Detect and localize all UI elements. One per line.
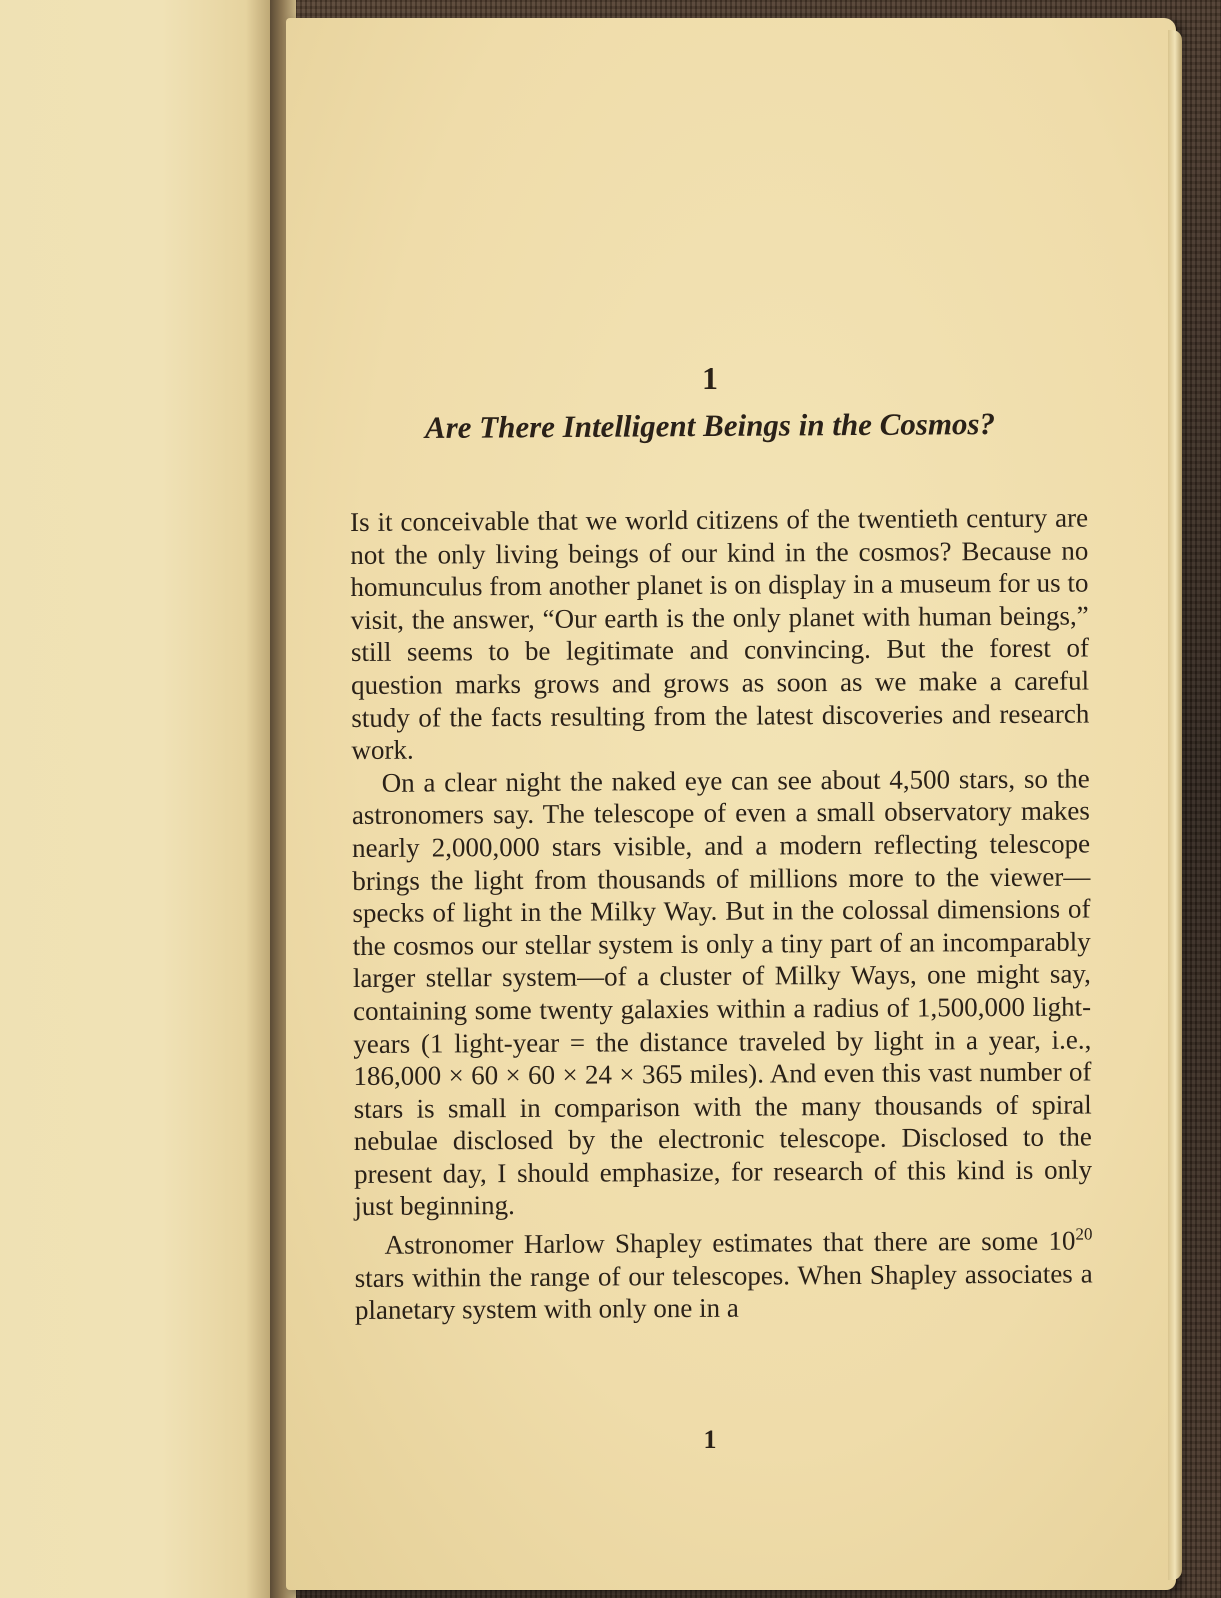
chapter-title: Are There Intelligent Beings in the Cosmos? (424, 406, 996, 445)
paragraph-text: stars within the range of our telescopes. When Shapley associates a planetary system with only one in a (354, 1258, 1093, 1326)
body-text (350, 501, 1093, 1326)
paragraph (354, 1219, 1093, 1327)
left-page (0, 0, 282, 1598)
chapter-number: 1 (702, 360, 718, 396)
paragraph-text: Astronomer Harlow Shapley estimates that there are some 10 (384, 1225, 1076, 1260)
paragraph: Is it conceivable that we world citizens of the twentieth century are not the only living beings of our kind in the cosmos? Because no homunculus from another planet is on display in a museum for us to visit, the answer, “Our earth is the only planet with human beings,” still seems to be legitimate and convincing. But the forest of question marks grows and grows as soon as we make a careful study of the facts resulting from the latest discoveries and research work. (350, 502, 1090, 766)
paragraph: On a clear night the naked eye can see about 4,500 stars, so the astronomers say. The telescope of even a small observatory makes nearly 2,000,000 stars visible, and a modern reflecting telescope brings the light from thousands of millions more to the viewer—specks of light in the Milky Way. But in the colossal dimensions of the cosmos our stellar system is only a tiny part of an incomparably larger stellar system—of a cluster of Milky Ways, one might say, containing some twenty galaxies within a radius of 1,500,000 light-years (1 light-year = the distance traveled by light in a year, i.e., 186,000 × 60 × 60 × 24 × 365 miles). And even this vast number of stars is small in comparison with the many thousands of spiral nebulae disclosed by the electronic telescope. Disclosed to the present day, I should emphasize, for research of this kind is only just beginning. (351, 763, 1093, 1222)
exponent: 20 (1075, 1224, 1093, 1244)
page-number: 1 (703, 1425, 717, 1454)
page-edge (1168, 30, 1182, 1580)
